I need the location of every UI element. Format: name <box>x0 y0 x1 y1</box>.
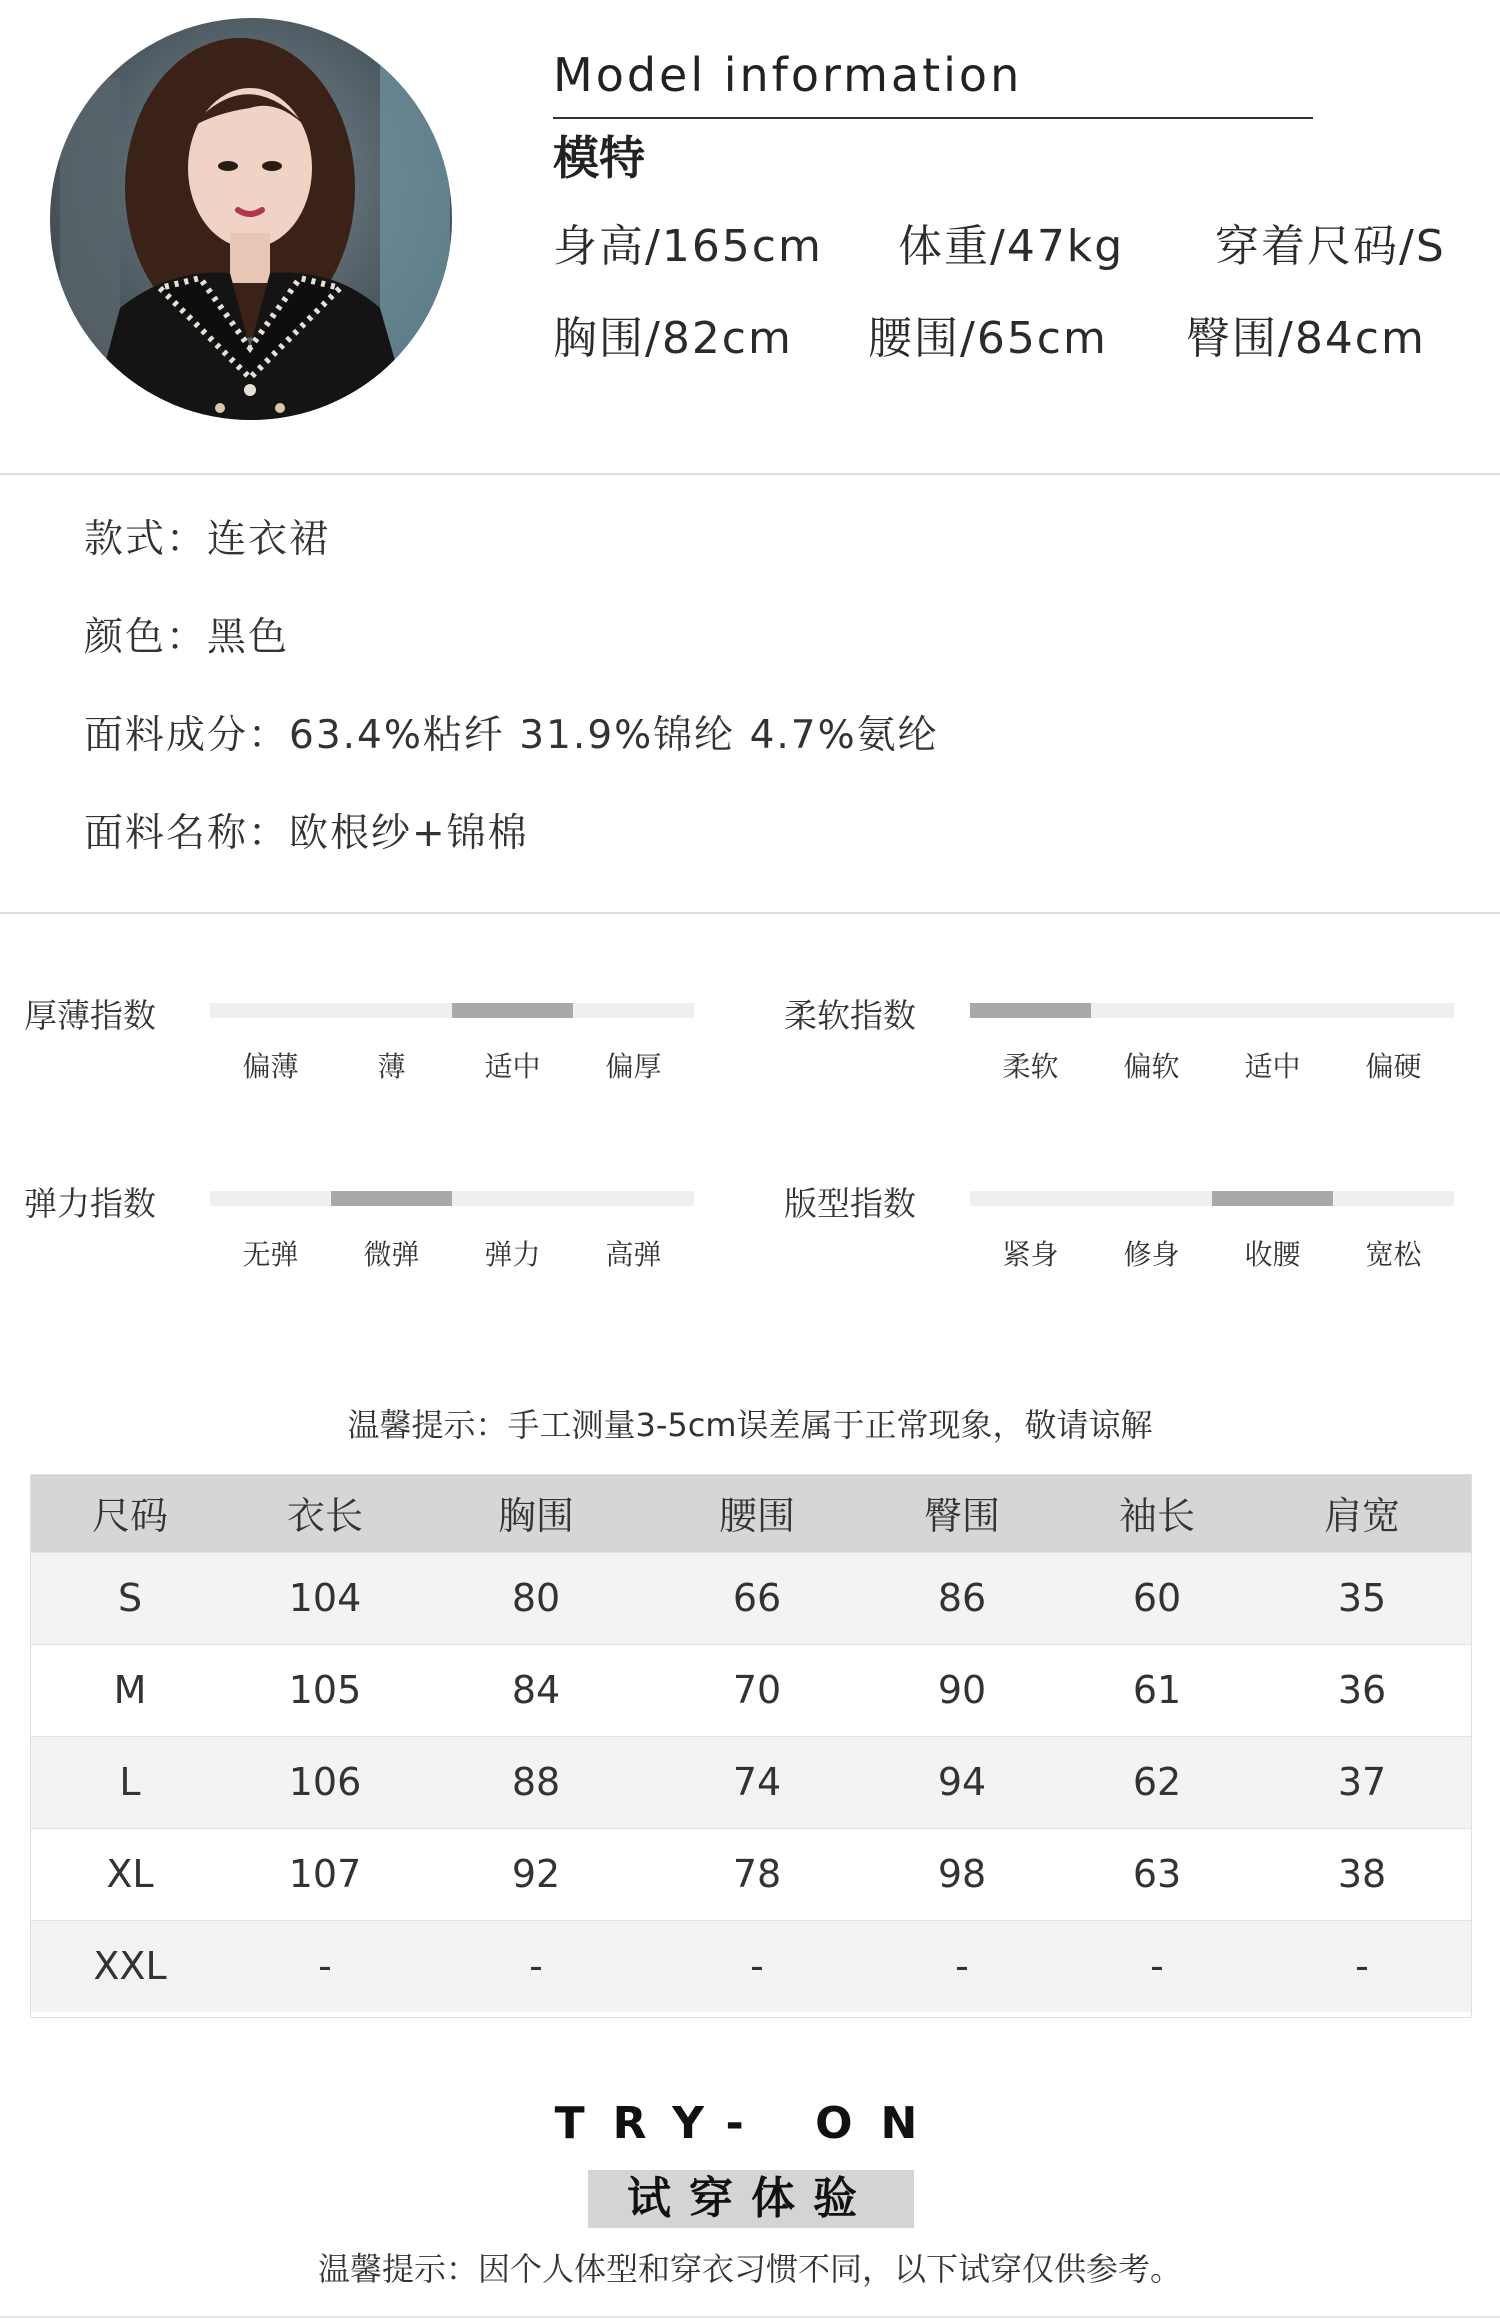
model-height: 身高/165cm <box>553 221 823 272</box>
index-track <box>970 1003 1454 1018</box>
table-row <box>30 1644 1472 1736</box>
index-title: 弹力指数 <box>24 1184 156 1223</box>
table-row <box>30 1552 1472 1644</box>
table-cell: 84 <box>420 1644 652 1736</box>
tryon-subtitle: 试穿体验 <box>627 2173 875 2224</box>
measurement-notice: 温馨提示：手工测量3-5cm误差属于正常现象，敬请谅解 <box>347 1406 1153 1444</box>
table-cell: - <box>652 1920 862 2012</box>
table-cell: XXL <box>30 1920 230 2012</box>
index-option-label: 微弹 <box>363 1238 420 1271</box>
size-table <box>30 1474 1472 2012</box>
table-cell: 98 <box>862 1828 1062 1920</box>
index-title: 版型指数 <box>784 1184 916 1223</box>
column-header: 衣长 <box>286 1494 363 1539</box>
table-cell: - <box>1252 1920 1472 2012</box>
model-photo-illustration <box>50 18 452 420</box>
model-subtitle: 模特 <box>553 131 645 185</box>
table-cell: 92 <box>420 1828 652 1920</box>
tryon-title: TRY- ON <box>554 2098 946 2149</box>
model-hips: 臀围/84cm <box>1186 313 1426 364</box>
table-cell: M <box>30 1644 230 1736</box>
table-cell: 62 <box>1062 1736 1252 1828</box>
table-cell: 88 <box>420 1736 652 1828</box>
section-divider <box>0 912 1500 914</box>
index-option-label: 薄 <box>377 1050 406 1083</box>
table-cell: 80 <box>420 1552 652 1644</box>
index-option-label: 适中 <box>1244 1050 1301 1083</box>
title-underline <box>553 117 1313 119</box>
table-cell: S <box>30 1552 230 1644</box>
index-option-label: 偏薄 <box>242 1050 299 1083</box>
model-photo <box>50 18 452 420</box>
column-header: 尺码 <box>91 1494 168 1539</box>
table-cell: 94 <box>862 1736 1062 1828</box>
table-cell: 60 <box>1062 1552 1252 1644</box>
table-cell: 38 <box>1252 1828 1472 1920</box>
table-row <box>30 1736 1472 1828</box>
table-row <box>30 1920 1472 2012</box>
section-divider <box>0 473 1500 475</box>
model-bust: 胸围/82cm <box>553 313 793 364</box>
table-cell: - <box>420 1920 652 2012</box>
table-cell: 86 <box>862 1552 1062 1644</box>
table-header-row <box>30 1474 1472 1552</box>
column-header: 袖长 <box>1118 1494 1195 1539</box>
index-option-label: 偏硬 <box>1365 1050 1422 1083</box>
table-cell: 37 <box>1252 1736 1472 1828</box>
table-cell: 66 <box>652 1552 862 1644</box>
table-cell: - <box>862 1920 1062 2012</box>
attr-composition: 面料成分：63.4%粘纤 31.9%锦纶 4.7%氨纶 <box>84 713 939 758</box>
index-track <box>970 1191 1454 1206</box>
table-row <box>30 1828 1472 1920</box>
index-option-label: 适中 <box>484 1050 541 1083</box>
index-option-label: 无弹 <box>242 1238 299 1271</box>
table-cell: L <box>30 1736 230 1828</box>
index-option-label: 偏软 <box>1123 1050 1180 1083</box>
table-cell: 35 <box>1252 1552 1472 1644</box>
table-cell: 70 <box>652 1644 862 1736</box>
model-info-title: Model information <box>553 48 1023 102</box>
table-cell: 36 <box>1252 1644 1472 1736</box>
tryon-notice: 温馨提示：因个人体型和穿衣习惯不同，以下试穿仅供参考。 <box>317 2250 1182 2288</box>
index-option-label: 高弹 <box>605 1238 662 1271</box>
index-option-label: 弹力 <box>484 1238 541 1271</box>
table-cell: - <box>1062 1920 1252 2012</box>
index-option-label: 柔软 <box>1002 1050 1059 1083</box>
table-cell: 61 <box>1062 1644 1252 1736</box>
attr-color: 颜色：黑色 <box>84 615 290 660</box>
index-level <box>452 1003 573 1018</box>
column-header: 肩宽 <box>1323 1494 1400 1539</box>
table-cell: 63 <box>1062 1828 1252 1920</box>
table-cell: 90 <box>862 1644 1062 1736</box>
table-cell: 107 <box>230 1828 420 1920</box>
index-level <box>1212 1191 1333 1206</box>
index-track <box>210 1191 694 1206</box>
index-option-label: 收腰 <box>1244 1238 1301 1271</box>
table-cell: 105 <box>230 1644 420 1736</box>
bottom-divider <box>0 2316 1500 2318</box>
column-header: 腰围 <box>718 1494 795 1539</box>
model-waist: 腰围/65cm <box>868 313 1108 364</box>
model-size: 穿着尺码/S <box>1215 221 1446 272</box>
index-level <box>970 1003 1091 1018</box>
index-level <box>331 1191 452 1206</box>
model-weight: 体重/47kg <box>898 221 1125 272</box>
attr-fabric-name: 面料名称：欧根纱+锦棉 <box>84 811 529 856</box>
table-cell: 106 <box>230 1736 420 1828</box>
index-option-label: 偏厚 <box>605 1050 662 1083</box>
index-title: 柔软指数 <box>784 996 916 1035</box>
table-cell: 74 <box>652 1736 862 1828</box>
table-cell: 78 <box>652 1828 862 1920</box>
index-option-label: 紧身 <box>1002 1238 1059 1271</box>
table-cell: 104 <box>230 1552 420 1644</box>
column-header: 胸围 <box>497 1494 574 1539</box>
index-option-label: 宽松 <box>1365 1238 1422 1271</box>
index-title: 厚薄指数 <box>24 996 156 1035</box>
table-cell: XL <box>30 1828 230 1920</box>
index-track <box>210 1003 694 1018</box>
index-option-label: 修身 <box>1123 1238 1180 1271</box>
attr-style: 款式：连衣裙 <box>84 517 331 562</box>
table-cell: - <box>230 1920 420 2012</box>
column-header: 臀围 <box>923 1494 1000 1539</box>
